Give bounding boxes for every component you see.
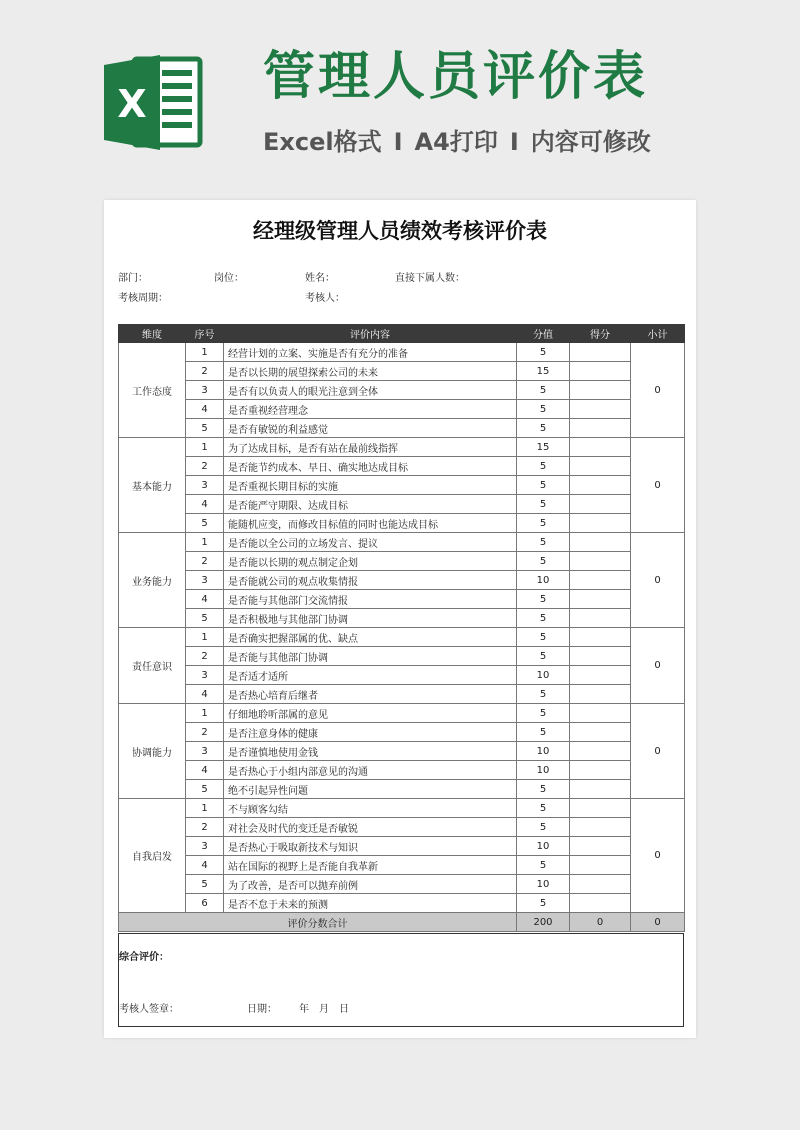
- item-gained-score: [570, 799, 631, 818]
- subtitle-separator: I: [509, 128, 519, 156]
- item-score-value: 5: [517, 343, 570, 362]
- table-row: [119, 628, 685, 647]
- table-row: [119, 362, 685, 381]
- item-score-value: 5: [517, 400, 570, 419]
- item-number: 1: [186, 628, 224, 647]
- banner-title: 管理人员评价表: [263, 47, 649, 107]
- item-gained-score: [570, 495, 631, 514]
- table-row: [119, 476, 685, 495]
- item-gained-score: [570, 761, 631, 780]
- item-number: 2: [186, 362, 224, 381]
- item-number: 5: [186, 780, 224, 799]
- item-number: 4: [186, 590, 224, 609]
- item-gained-score: [570, 457, 631, 476]
- banner-subtitle: [263, 122, 703, 162]
- item-score-value: 5: [517, 856, 570, 875]
- item-number: 3: [186, 666, 224, 685]
- item-content: 是否热心于吸取新技术与知识: [224, 837, 517, 856]
- item-content: 是否有敏锐的利益感觉: [224, 419, 517, 438]
- table-body: [119, 343, 685, 913]
- subtotal-cell: 0: [631, 438, 685, 533]
- overall-evaluation-label: 综合评价：: [119, 952, 169, 963]
- table-row: [119, 761, 685, 780]
- item-content: 是否热心于小组内部意见的沟通: [224, 761, 517, 780]
- table-row: [119, 780, 685, 799]
- item-score-value: 15: [517, 438, 570, 457]
- banner: [0, 0, 800, 190]
- item-number: 1: [186, 438, 224, 457]
- item-gained-score: [570, 476, 631, 495]
- item-number: 1: [186, 533, 224, 552]
- item-score-value: 5: [517, 723, 570, 742]
- item-gained-score: [570, 533, 631, 552]
- item-score-value: 10: [517, 666, 570, 685]
- dimension-cell: 工作态度: [119, 343, 186, 438]
- subtotal-cell: 0: [631, 533, 685, 628]
- item-number: 1: [186, 799, 224, 818]
- item-content: 是否热心培育后继者: [224, 685, 517, 704]
- item-gained-score: [570, 628, 631, 647]
- item-number: 5: [186, 875, 224, 894]
- item-content: 为了改善，是否可以抛弃前例: [224, 875, 517, 894]
- item-score-value: 5: [517, 495, 570, 514]
- name-label: 姓名：: [305, 273, 335, 284]
- item-gained-score: [570, 666, 631, 685]
- item-number: 2: [186, 723, 224, 742]
- item-score-value: 10: [517, 837, 570, 856]
- dimension-cell: 责任意识: [119, 628, 186, 704]
- subtotal-cell: 0: [631, 704, 685, 799]
- table-row: [119, 590, 685, 609]
- item-score-value: 5: [517, 799, 570, 818]
- item-content: 是否能以长期的观点制定企划: [224, 552, 517, 571]
- subtitle-editable: 内容可修改: [530, 128, 651, 156]
- item-score-value: 5: [517, 457, 570, 476]
- item-number: 6: [186, 894, 224, 913]
- excel-logo-icon: [104, 55, 204, 150]
- period-label: 考核周期：: [118, 293, 168, 304]
- table-row: [119, 400, 685, 419]
- item-score-value: 5: [517, 514, 570, 533]
- item-content: 是否积极地与其他部门协调: [224, 609, 517, 628]
- item-gained-score: [570, 419, 631, 438]
- item-gained-score: [570, 723, 631, 742]
- item-content: 是否能严守期限、达成目标: [224, 495, 517, 514]
- item-number: 3: [186, 381, 224, 400]
- table-row: [119, 894, 685, 913]
- table-row: [119, 571, 685, 590]
- subtitle-separator: I: [393, 128, 403, 156]
- dimension-cell: 自我启发: [119, 799, 186, 913]
- item-gained-score: [570, 780, 631, 799]
- document-page: [104, 200, 696, 1038]
- table-row: [119, 723, 685, 742]
- assessor-label: 考核人：: [305, 293, 345, 304]
- table-row: [119, 419, 685, 438]
- item-number: 2: [186, 647, 224, 666]
- date-units: 年 月 日: [299, 1004, 349, 1015]
- item-gained-score: [570, 438, 631, 457]
- item-content: 为了达成目标，是否有站在最前线指挥: [224, 438, 517, 457]
- subtotal-cell: 0: [631, 343, 685, 438]
- item-number: 2: [186, 818, 224, 837]
- item-content: 能随机应变，而修改目标值的同时也能达成目标: [224, 514, 517, 533]
- item-gained-score: [570, 685, 631, 704]
- item-content: 是否重视经营理念: [224, 400, 517, 419]
- item-content: 站在国际的视野上是否能自我革新: [224, 856, 517, 875]
- date-label: 日期：: [247, 1004, 277, 1015]
- item-content: 经营计划的立案、实施是否有充分的准备: [224, 343, 517, 362]
- header-content: 评价内容: [224, 325, 517, 343]
- table-row: [119, 457, 685, 476]
- item-number: 4: [186, 761, 224, 780]
- dimension-cell: 业务能力: [119, 533, 186, 628]
- item-content: 是否能节约成本、早日、确实地达成目标: [224, 457, 517, 476]
- item-score-value: 5: [517, 419, 570, 438]
- total-row: [119, 913, 685, 932]
- item-score-value: 5: [517, 704, 570, 723]
- item-content: 是否注意身体的健康: [224, 723, 517, 742]
- item-content: 是否适才适所: [224, 666, 517, 685]
- item-number: 5: [186, 419, 224, 438]
- item-score-value: 5: [517, 533, 570, 552]
- table-row: [119, 856, 685, 875]
- dept-label: 部门：: [118, 273, 148, 284]
- subtotal-cell: 0: [631, 799, 685, 913]
- subordinates-label: 直接下属人数：: [395, 273, 465, 284]
- header-score-value: 分值: [517, 325, 570, 343]
- item-score-value: 15: [517, 362, 570, 381]
- header-number: 序号: [186, 325, 224, 343]
- item-content: 是否能以全公司的立场发言、提议: [224, 533, 517, 552]
- table-row: [119, 818, 685, 837]
- item-content: 是否不怠于未来的预测: [224, 894, 517, 913]
- item-number: 4: [186, 856, 224, 875]
- item-score-value: 5: [517, 685, 570, 704]
- item-gained-score: [570, 704, 631, 723]
- table-row: [119, 552, 685, 571]
- signature-label: 考核人签章：: [119, 1004, 179, 1015]
- table-row: [119, 704, 685, 723]
- item-score-value: 5: [517, 628, 570, 647]
- item-gained-score: [570, 647, 631, 666]
- item-number: 5: [186, 514, 224, 533]
- table-row: [119, 875, 685, 894]
- item-content: 是否以长期的展望探索公司的未来: [224, 362, 517, 381]
- item-gained-score: [570, 590, 631, 609]
- item-number: 1: [186, 704, 224, 723]
- item-number: 3: [186, 476, 224, 495]
- table-row: [119, 837, 685, 856]
- item-content: 是否重视长期目标的实施: [224, 476, 517, 495]
- item-score-value: 5: [517, 894, 570, 913]
- item-number: 4: [186, 495, 224, 514]
- item-gained-score: [570, 818, 631, 837]
- item-gained-score: [570, 552, 631, 571]
- total-score: 200: [517, 913, 570, 932]
- table-row: [119, 495, 685, 514]
- table-row: [119, 799, 685, 818]
- total-label: 评价分数合计: [119, 913, 517, 932]
- item-content: 是否谨慎地使用金钱: [224, 742, 517, 761]
- item-gained-score: [570, 837, 631, 856]
- table-row: [119, 438, 685, 457]
- item-score-value: 5: [517, 476, 570, 495]
- item-number: 5: [186, 609, 224, 628]
- table-row: [119, 533, 685, 552]
- item-content: 对社会及时代的变迁是否敏锐: [224, 818, 517, 837]
- table-row: [119, 381, 685, 400]
- item-number: 1: [186, 343, 224, 362]
- item-gained-score: [570, 894, 631, 913]
- item-gained-score: [570, 381, 631, 400]
- item-number: 2: [186, 552, 224, 571]
- item-gained-score: [570, 514, 631, 533]
- item-score-value: 5: [517, 647, 570, 666]
- item-gained-score: [570, 609, 631, 628]
- subtitle-print: A4打印: [414, 128, 498, 156]
- item-gained-score: [570, 742, 631, 761]
- header-gained-score: 得分: [570, 325, 631, 343]
- total-subtotal: 0: [631, 913, 685, 932]
- item-content: 是否有以负责人的眼光注意到全体: [224, 381, 517, 400]
- item-content: 仔细地聆听部属的意见: [224, 704, 517, 723]
- subtotal-cell: 0: [631, 628, 685, 704]
- item-score-value: 10: [517, 875, 570, 894]
- item-content: 是否能与其他部门交流情报: [224, 590, 517, 609]
- item-score-value: 5: [517, 552, 570, 571]
- total-gained: 0: [570, 913, 631, 932]
- table-row: [119, 742, 685, 761]
- table-row: [119, 514, 685, 533]
- item-score-value: 5: [517, 381, 570, 400]
- item-gained-score: [570, 875, 631, 894]
- item-gained-score: [570, 362, 631, 381]
- item-number: 3: [186, 742, 224, 761]
- header-dimension: 维度: [119, 325, 186, 343]
- footer-box: [118, 933, 684, 1027]
- table-row: [119, 647, 685, 666]
- item-gained-score: [570, 400, 631, 419]
- document-title: 经理级管理人员绩效考核评价表: [253, 219, 547, 243]
- item-number: 3: [186, 837, 224, 856]
- dimension-cell: 协调能力: [119, 704, 186, 799]
- item-score-value: 5: [517, 590, 570, 609]
- position-label: 岗位：: [214, 273, 244, 284]
- item-score-value: 10: [517, 742, 570, 761]
- item-score-value: 5: [517, 780, 570, 799]
- item-content: 是否确实把握部属的优、缺点: [224, 628, 517, 647]
- logo-letter: X: [117, 82, 147, 126]
- table-row: [119, 343, 685, 362]
- item-score-value: 10: [517, 761, 570, 780]
- dimension-cell: 基本能力: [119, 438, 186, 533]
- item-number: 2: [186, 457, 224, 476]
- item-number: 4: [186, 400, 224, 419]
- item-number: 3: [186, 571, 224, 590]
- item-score-value: 5: [517, 818, 570, 837]
- item-score-value: 5: [517, 609, 570, 628]
- table-row: [119, 666, 685, 685]
- item-content: 是否能就公司的观点收集情报: [224, 571, 517, 590]
- table-row: [119, 609, 685, 628]
- table-row: [119, 685, 685, 704]
- item-number: 4: [186, 685, 224, 704]
- table-header-row: [119, 325, 685, 343]
- evaluation-table: [118, 324, 685, 932]
- item-content: 不与顾客勾结: [224, 799, 517, 818]
- item-gained-score: [570, 571, 631, 590]
- item-score-value: 10: [517, 571, 570, 590]
- item-gained-score: [570, 856, 631, 875]
- header-subtotal: 小计: [631, 325, 685, 343]
- item-gained-score: [570, 343, 631, 362]
- subtitle-format: Excel格式: [263, 128, 382, 156]
- item-content: 绝不引起异性问题: [224, 780, 517, 799]
- item-content: 是否能与其他部门协调: [224, 647, 517, 666]
